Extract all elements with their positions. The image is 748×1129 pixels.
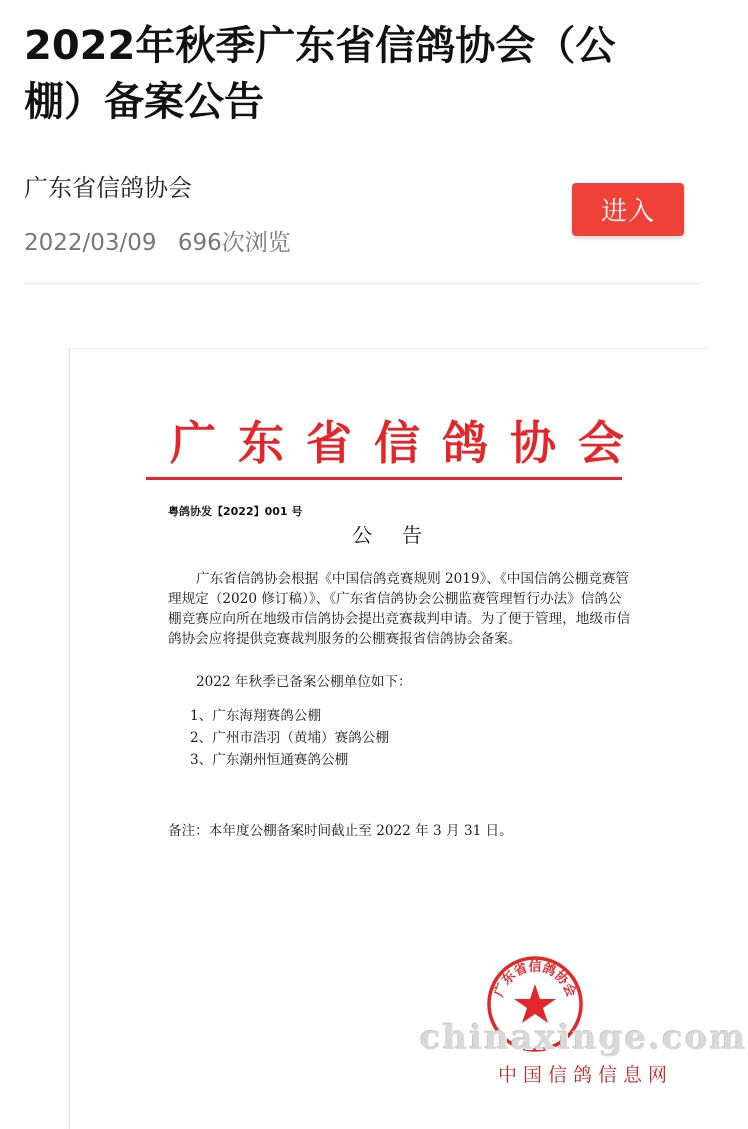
list-item: 1、广东海翔赛鸽公棚 — [190, 708, 321, 724]
loft-list — [190, 705, 389, 771]
publish-date: 2022/03/09 — [24, 230, 157, 256]
view-count: 696次浏览 — [177, 230, 291, 256]
letterhead-title: 广东省信鸽协会 — [170, 416, 646, 470]
publisher-name[interactable]: 广东省信鸽协会 — [24, 174, 192, 202]
document-number: 粤鸽协发【2022】001 号 — [168, 505, 303, 518]
document-note: 备注：本年度公棚备案时间截止至 2022 年 3 月 31 日。 — [168, 823, 513, 839]
article-title: 2022年秋季广东省信鸽协会（公棚）备案公告 — [24, 23, 616, 125]
list-item: 2、广州市浩羽（黄埔）赛鸽公棚 — [190, 730, 389, 746]
list-item: 3、广东潮州恒通赛鸽公棚 — [190, 752, 349, 768]
watermark-site-name: 中国信鸽信息网 — [498, 1064, 674, 1086]
divider — [24, 283, 700, 284]
seal-text: 广东省信鸽协会 — [491, 959, 579, 1000]
season-line: 2022 年秋季已备案公棚单位如下： — [196, 674, 412, 690]
enter-button[interactable]: 进入 — [572, 183, 684, 236]
letterhead-rule — [146, 477, 622, 480]
watermark-domain: chinaxinge.com — [420, 1018, 748, 1058]
document-paragraph: 广东省信鸽协会根据《中国信鸽竞赛规则 2019》、《中国信鸽公棚竞赛管理规定（2020 修订稿）》、《广东省信鸽协会公棚监赛管理暂行办法》信鸽公棚竞赛应向所在地级市信鸽协会提出竞赛裁判申请。为了便于管理，地级市信鸽协会应将提供竞赛裁判服务的公棚赛报省信鸽协会备案。 — [168, 571, 631, 647]
document-heading: 公告 — [352, 523, 452, 547]
announcement-document-image — [69, 348, 710, 1129]
article-meta — [24, 224, 291, 257]
